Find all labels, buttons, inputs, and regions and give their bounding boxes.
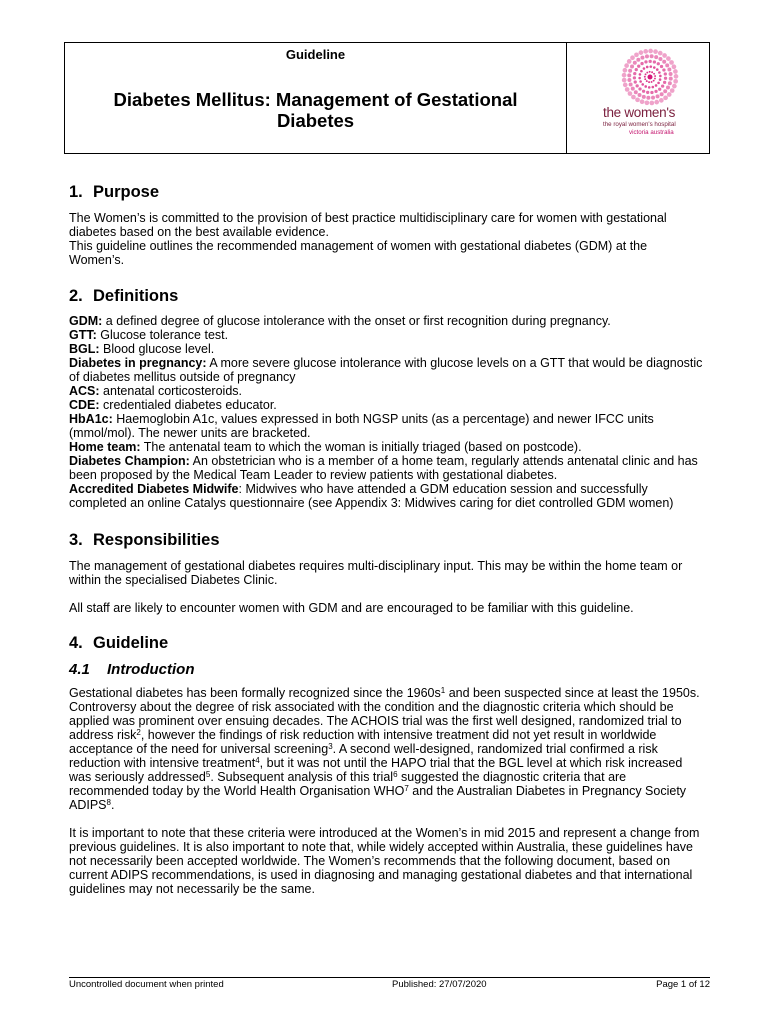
introduction-text-segment: . A second well-designed, randomized trial confirmed a risk reduction with intensive treatment — [69, 742, 658, 770]
definition-item — [69, 412, 705, 440]
reference-superscript: 5 — [205, 770, 211, 779]
footer-published-date: Published: 27/07/2020 — [392, 979, 487, 990]
definition-term: GTT: — [69, 328, 97, 342]
document-header — [64, 42, 710, 154]
purpose-paragraph: The Women’s is committed to the provision of best practice multidisciplinary care for women with gestational diabetes based on the best available evidence. — [69, 211, 667, 239]
header-title-cell — [65, 43, 567, 153]
logo-subline: the royal women's hospital — [603, 121, 676, 128]
definition-text: Blood glucose level. — [99, 342, 215, 356]
introduction-paragraph — [69, 686, 705, 812]
definition-term: BGL: — [69, 342, 100, 356]
definition-item — [69, 440, 705, 454]
definition-item — [69, 384, 705, 398]
introduction-text-segment: and been suspected since at least the 1950s. Controversy about the degree of risk associated with the condition and the diagnostic criteria which should be applied was prominent over ensuing decades. The ACHOIS trial was the first well designed, randomized trial to address risk — [69, 686, 700, 742]
footer-page-number: Page 1 of 12 — [656, 979, 710, 990]
introduction-text-segment: and the Australian Diabetes in Pregnancy Society ADIPS — [69, 784, 687, 812]
document-type-label: Guideline — [285, 47, 346, 62]
definition-text: Haemoglobin A1c, values expressed in both NGSP units (as a percentage) and newer IFCC units (mmol/mol). The newer units are bracketed. — [69, 412, 654, 440]
definition-text: : Midwives who have attended a GDM education session and successfully completed an online Catalys questionnaire (see Appendix 3: Midwives caring for diet controlled GDM women) — [69, 482, 674, 510]
definition-term: HbA1c: — [69, 412, 113, 426]
definition-item — [69, 342, 705, 356]
definition-item — [69, 482, 705, 510]
purpose-text — [69, 211, 705, 267]
section-heading-guideline: 4. Guideline — [69, 634, 169, 652]
definition-term: Home team: — [69, 440, 141, 454]
definition-item — [69, 398, 705, 412]
document-title: Diabetes Mellitus: Management of Gestational Diabetes — [113, 89, 518, 131]
reference-superscript: 8 — [106, 798, 111, 807]
introduction-text-segment: . — [110, 798, 115, 812]
definition-item — [69, 454, 705, 482]
section-heading-purpose: 1. Purpose — [69, 183, 160, 201]
responsibilities-paragraph: The management of gestational diabetes requires multi-disciplinary input. This may be within the home team or within the specialised Diabetes Clinic. — [69, 559, 683, 587]
introduction-text-segment: , but it was not until the HAPO trial that the BGL level at which risk increased was seriously addressed — [69, 756, 683, 784]
definition-term: Accredited Diabetes Midwife — [69, 482, 239, 496]
definition-item — [69, 328, 705, 342]
definitions-list — [69, 314, 705, 510]
introduction-text-segment: Gestational diabetes has been formally recognized since the 1960s — [69, 686, 441, 700]
definition-item — [69, 314, 705, 328]
reference-superscript: 6 — [393, 770, 398, 779]
definition-text: antenatal corticosteroids. — [99, 384, 243, 398]
womens-hospital-logo — [567, 43, 709, 153]
definition-term: GDM: — [69, 314, 103, 328]
definition-term: Diabetes in pregnancy: — [69, 356, 207, 370]
document-footer — [69, 977, 710, 993]
definition-text: An obstetrician who is a member of a home team, regularly attends antenatal clinic and has been proposed by the Medical Team Leader to review patients with gestational diabetes. — [69, 454, 698, 482]
reference-superscript: 2 — [136, 728, 141, 737]
subsection-heading-introduction: 4.1 Introduction — [69, 661, 195, 678]
definition-text: Glucose tolerance test. — [96, 328, 229, 342]
definition-text: a defined degree of glucose intolerance with the onset or first recognition during pregnancy. — [102, 314, 611, 328]
logo-burst-icon — [567, 43, 709, 113]
reference-superscript: 1 — [440, 686, 446, 695]
introduction-text-segment: suggested the diagnostic criteria that are recommended today by the World Health Organisation WHO — [69, 770, 627, 798]
reference-superscript: 3 — [328, 742, 333, 751]
introduction-text — [69, 686, 705, 896]
logo-wordmark: the women's — [603, 105, 676, 120]
logo-location: victoria australia — [629, 129, 674, 136]
introduction-text-segment: . Subsequent analysis of this trial — [210, 770, 394, 784]
definition-text: credentialed diabetes educator. — [99, 398, 277, 412]
definition-term: ACS: — [69, 384, 100, 398]
introduction-text-segment: , however the findings of risk reduction with intensive treatment did not yet result in worldwide acceptance of the need for universal screening — [69, 728, 657, 756]
responsibilities-text — [69, 559, 705, 615]
definition-text: The antenatal team to which the woman is initially triaged (based on postcode). — [140, 440, 582, 454]
definition-term: Diabetes Champion: — [69, 454, 190, 468]
responsibilities-paragraph: All staff are likely to encounter women with GDM and are encouraged to be familiar with this guideline. — [69, 601, 634, 615]
footer-uncontrolled-note: Uncontrolled document when printed — [69, 979, 224, 990]
reference-superscript: 4 — [255, 756, 260, 765]
definition-item — [69, 356, 705, 384]
definition-term: CDE: — [69, 398, 100, 412]
section-heading-responsibilities: 3. Responsibilities — [69, 531, 220, 549]
introduction-paragraph: It is important to note that these criteria were introduced at the Women’s in mid 2015 and represent a change from previous guidelines. It is also important to note that, while widely accepted within Australia, these guidelines have not necessarily been accepted worldwide. The Women’s recommends that the following document, based on current ADIPS recommendations, is used in diagnosing and managing gestational diabetes and that international guidelines may not necessarily be the same. — [69, 826, 700, 896]
definition-text: A more severe glucose intolerance with glucose levels on a GTT that would be diagnostic of diabetes mellitus outside of pregnancy — [69, 356, 703, 384]
section-heading-definitions: 2. Definitions — [69, 287, 179, 305]
purpose-paragraph: This guideline outlines the recommended management of women with gestational diabetes (GDM) at the Women’s. — [69, 239, 648, 267]
reference-superscript: 7 — [404, 784, 409, 793]
